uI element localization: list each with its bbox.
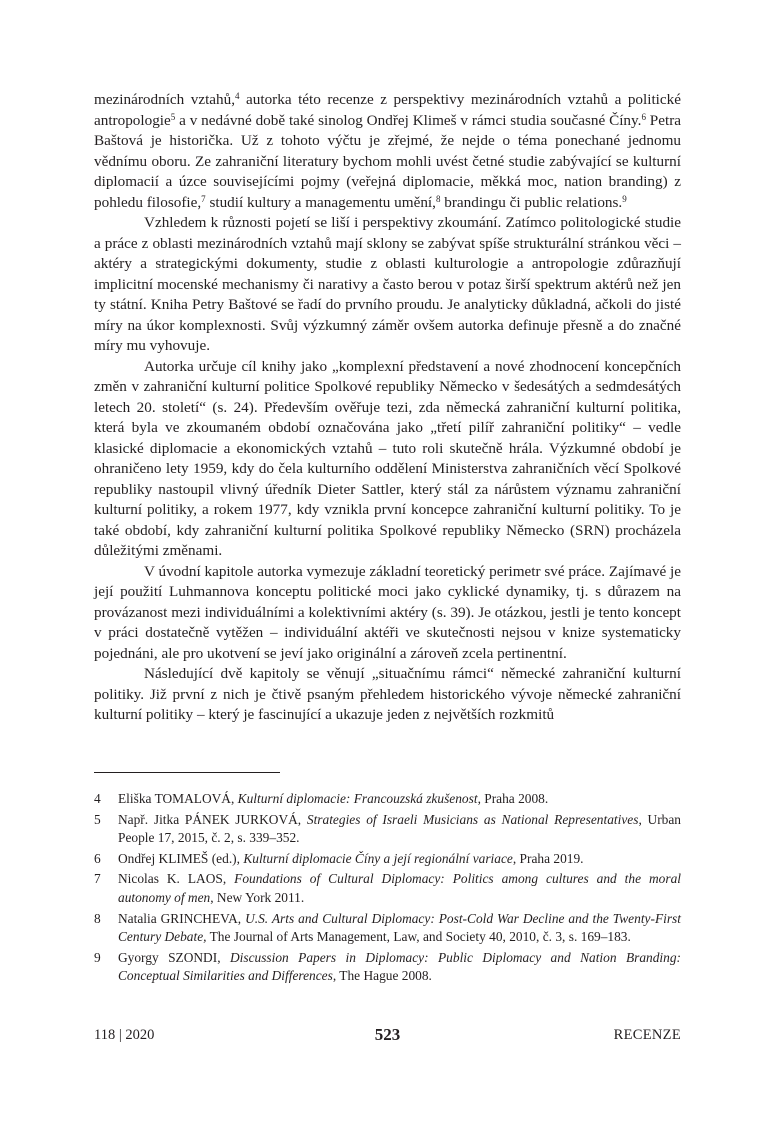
footnote-text — [118, 850, 681, 869]
footnote-reference: 6 — [641, 111, 646, 122]
footnote-text — [118, 910, 681, 947]
footnote-number: 9 — [94, 949, 101, 965]
italic-title: Kulturní diplomacie Číny a její regionální variace — [243, 850, 513, 866]
footnote — [94, 949, 681, 986]
text-run: Ondřej KLIMEŠ (ed.), — [118, 850, 244, 866]
footnote-reference: 9 — [622, 193, 627, 204]
section-label: RECENZE — [613, 1027, 681, 1043]
footnote-number: 6 — [94, 850, 101, 866]
paragraph — [94, 90, 681, 213]
main-text — [94, 90, 681, 726]
footnote-text — [118, 811, 681, 848]
footnote-separator — [94, 772, 280, 773]
text-run: Eliška TOMALOVÁ, — [118, 791, 238, 806]
text-run: Vzhledem k různosti pojetí se liší i perspektivy zkoumání. Zatímco politologické studie a práce z oblasti mezinárodních vztahů mají sklony se zabývat spíše strukturální stránkou věci – aktéry a strategickými dokumenty, studie z oblasti kulturologie a antropologie zdůrazňují implicitní mocenské mechanismy či narativy a často berou v potaz širší spektrum aktérů než jen ty státní. Kniha Petry Baštové se řadí do prvního proudu. Je analyticky důkladná, ačkoli do jisté míry na úkor komplexnosti. Svůj výzkumný záměr ovšem autorka definuje přesně a do značné míry mu vyhovuje. — [94, 214, 681, 354]
paragraph — [94, 213, 681, 357]
text-run: , New York 2011. — [210, 889, 305, 905]
paragraph — [94, 357, 681, 562]
text-run: , Praha 2019. — [512, 850, 584, 866]
footnote-reference: 5 — [170, 111, 176, 122]
footnote-text — [118, 949, 681, 986]
footnote-text — [118, 870, 681, 907]
text-run: , The Hague 2008. — [332, 968, 432, 984]
text-run: Natalia GRINCHEVA, — [118, 910, 246, 926]
footnote-reference: 8 — [435, 193, 441, 204]
footnote — [94, 811, 681, 848]
page-number: 523 — [374, 1025, 401, 1044]
footnote — [94, 910, 681, 947]
footnote — [94, 870, 681, 907]
footnote — [94, 790, 681, 809]
text-run: Gyorgy SZONDI, — [118, 949, 230, 965]
footnote-number: 5 — [94, 811, 101, 827]
italic-title: Strategies of Israeli Musicians as National Representatives — [306, 811, 639, 827]
footnote-number: 4 — [94, 791, 101, 806]
text-run: autorka této recenze z perspektivy mezinárodních vztahů a politické antropologie — [94, 91, 681, 129]
footnote-number: 7 — [94, 871, 101, 887]
footnote — [94, 850, 681, 869]
text-run: , Urban People 17, 2015, č. 2, s. 339–352. — [118, 811, 681, 846]
paragraph — [94, 562, 681, 665]
text-run: V úvodní kapitole autorka vymezuje základní teoretický perimetr své práce. Zajímavé je její použití Luhmannova konceptu politické moci jako cyklické dynamiky, tj. s důrazem na provázanost mezi individuálními a kolektivními aktéry (s. 39). Je otázkou, jestli je tento koncept v práci dostatečně vytěžen – individuální aktéři ve skutečnosti nejsou v knize systematicky pojednáni, ale pro ukotvení se jeví jako originální a zároveň zcela pertinentní. — [94, 562, 681, 662]
footnotes — [94, 790, 681, 988]
text-run: a v nedávné době také sinolog Ondřej Klimeš v rámci studia současné Číny. — [175, 111, 642, 129]
text-run: brandingu či public relations. — [440, 193, 623, 211]
text-run: mezinárodních vztahů, — [94, 91, 236, 108]
text-run: Autorka určuje cíl knihy jako „komplexní představení a nové zhodnocení koncepčních změn v zahraniční kulturní politice Spolkové republiky Německo v šedesátých a sedmdesátých letech 20. století“ (s. 24). Především ověřuje tezi, zda německá zahraniční kulturní politika, která byla ve zkoumaném období označována jako „třetí pilíř zahraniční politiky“ – vedle klasické diplomacie a ekonomických vztahů – tuto roli skutečně hrála. Výzkumné období je ohraničeno lety 1959, kdy do čela kulturního oddělení Ministerstva zahraničních věcí Spolkové republiky nastoupil vlivný úředník Dieter Sattler, který stál za nárůstem významu zahraniční kulturní politiky, a rokem 1977, kdy vznikla první koncepce zahraniční kulturní politiky. To je také období, kdy zahraniční kulturní politika Spolkové republiky Německo (SRN) procházela důležitými změnami. — [94, 357, 681, 559]
italic-title: Kulturní diplomacie: Francouzská zkušenost — [237, 791, 478, 806]
text-run: Petra Baštová je historička. Už z tohoto výčtu je zřejmé, že nejde o téma ponechané jednomu vědnímu oboru. Ze zahraniční literatury bychom mohli uvést četné studie zabývající se kulturní diplomacií a úzce souvisejícími pojmy (veřejná diplomacie, měkká moc, nation branding) z pohledu filosofie, — [94, 111, 681, 211]
italic-title: Foundations of Cultural Diplomacy: Politics among cultures and the moral autonomy of men — [118, 871, 681, 905]
italic-title: U.S. Arts and Cultural Diplomacy: Post-Cold War Decline and the Twenty-First Century Debate, — [118, 910, 681, 945]
footnote-number: 8 — [94, 910, 101, 926]
journal-issue: 118 | 2020 — [94, 1027, 155, 1043]
text-run: studií kultury a managementu umění, — [205, 193, 436, 211]
text-run: The Journal of Arts Management, Law, and Society 40, 2010, č. 3, s. 169–183. — [206, 929, 631, 945]
page-footer — [94, 1025, 681, 1049]
paragraph — [94, 664, 681, 726]
footnote-reference: 7 — [201, 193, 206, 204]
text-run: , Praha 2008. — [477, 791, 549, 806]
text-run: Nicolas K. LAOS, — [118, 871, 235, 887]
footnote-reference: 4 — [235, 91, 240, 102]
footnote-text — [118, 790, 681, 809]
text-run: Následující dvě kapitoly se věnují „situačnímu rámci“ německé zahraniční kulturní politiky. Již první z nich je čtivě psaným přehledem historického vývoje německé zahraniční kulturní politiky – který je fascinující a ukazuje jeden z největších rozkmitů — [94, 665, 681, 723]
text-run: Např. Jitka PÁNEK JURKOVÁ, — [118, 811, 307, 827]
italic-title: Discussion Papers in Diplomacy: Public Diplomacy and Nation Branding: Conceptual Similarities and Differences — [118, 949, 681, 984]
